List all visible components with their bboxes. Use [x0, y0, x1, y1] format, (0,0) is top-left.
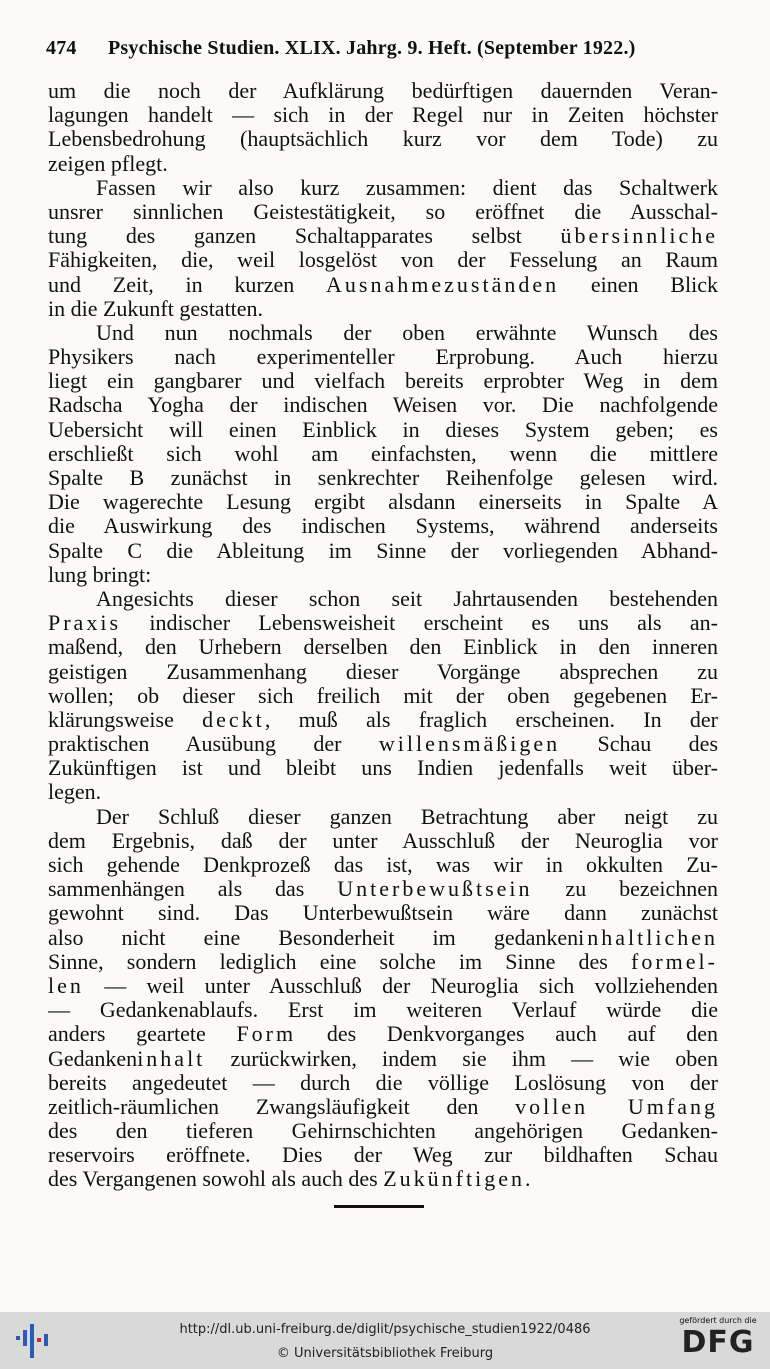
text-line — [48, 756, 718, 780]
text-line — [48, 660, 718, 684]
text-run: tung des ganzen Schaltapparates selbst — [48, 224, 561, 249]
dfg-wordmark: DFG — [681, 1325, 755, 1360]
text-run: Zukünftigen ist und bleibt uns Indien jedenfalls weit über- — [48, 756, 718, 781]
text-line — [48, 297, 718, 321]
text-run: des den tieferen Gehirnschichten angehörigen Gedanken- — [48, 1119, 718, 1144]
text-run: Gedanken — [48, 1046, 138, 1071]
text-line — [48, 587, 718, 611]
source-url[interactable]: http://dl.ub.uni-freiburg.de/diglit/psychische_studien1922/0486 — [179, 1322, 591, 1337]
text-line — [48, 1022, 718, 1046]
spaced-emphasis: formel- — [631, 949, 718, 974]
text-run: anders geartete — [48, 1022, 237, 1047]
article-body — [48, 79, 718, 1192]
text-run: Schau des — [560, 732, 718, 757]
text-line — [48, 974, 718, 998]
text-line — [48, 490, 718, 514]
text-line — [48, 514, 718, 538]
spaced-emphasis: Zukünftigen — [383, 1167, 525, 1192]
section-end-rule — [334, 1205, 424, 1208]
page-number: 474 — [46, 37, 77, 59]
text-run: Lebensbedrohung (hauptsächlich kurz vor dem Tode) zu — [48, 127, 718, 152]
text-run: um die noch der Aufklärung bedürftigen dauernden Veran- — [48, 79, 718, 103]
text-run: unsrer sinnlichen Geistestätigkeit, so eröffnet die Ausschal- — [48, 199, 718, 224]
text-run: bereits angedeutet — durch die völlige Loslösung von der — [48, 1070, 718, 1095]
text-run: zu bezeichnen — [532, 877, 718, 902]
text-run: zeigen pflegt. — [48, 151, 168, 176]
text-line — [48, 732, 718, 756]
text-run: gewohnt sind. Das Unterbewußtsein wäre dann zunächst — [48, 901, 718, 926]
dfg-tagline: gefördert durch die — [679, 1316, 757, 1325]
text-run: Uebersicht will einen Einblick in dieses System geben; es — [48, 417, 718, 442]
spaced-emphasis: Unterbewußtsein — [337, 877, 533, 902]
text-run: praktischen Ausübung der — [48, 732, 379, 757]
text-line — [48, 853, 718, 877]
text-line — [48, 1119, 718, 1143]
text-run: wollen; ob dieser sich freilich mit der oben gegebenen Er- — [48, 683, 718, 708]
text-run: dem Ergebnis, daß der unter Ausschluß der Neuroglia vor — [48, 828, 718, 853]
text-run: und Zeit, in kurzen — [48, 272, 327, 297]
text-run: Spalte C die Ableitung im Sinne der vorliegenden Abhand- — [48, 538, 718, 563]
text-run: Angesichts dieser schon seit Jahrtausenden bestehenden — [96, 586, 718, 611]
spaced-emphasis: Form — [236, 1022, 297, 1047]
running-header — [46, 37, 714, 65]
text-line — [48, 1095, 718, 1119]
text-line — [48, 1143, 718, 1167]
text-line — [48, 708, 718, 732]
text-run: , muß als fraglich erscheinen. In der — [264, 707, 718, 732]
text-line — [48, 393, 718, 417]
text-line — [48, 273, 718, 297]
text-run: reservoirs eröffnete. Dies der Weg zur bildhaften Schau — [48, 1143, 718, 1168]
text-line — [48, 805, 718, 829]
running-title: Psychische Studien. XLIX. Jahrg. 9. Heft. (September 1922.) — [108, 37, 636, 59]
text-line — [48, 369, 718, 393]
text-line — [48, 684, 718, 708]
text-line — [48, 998, 718, 1022]
spaced-emphasis: inhaltlichen — [578, 925, 718, 950]
text-run: — Gedankenablaufs. Erst im weiteren Verlauf würde die — [48, 998, 718, 1023]
text-run: zeitlich-räumlichen Zwangsläufigkeit den — [48, 1094, 516, 1119]
spaced-emphasis: übersinnliche — [560, 224, 718, 249]
text-run: Und nun nochmals der oben erwähnte Wunsch des — [96, 320, 718, 345]
text-line — [48, 1047, 718, 1071]
spaced-emphasis: deckt — [202, 707, 265, 732]
text-run: lung bringt: — [48, 562, 152, 587]
text-line — [48, 1071, 718, 1095]
text-line — [48, 1167, 718, 1191]
text-line — [48, 539, 718, 563]
text-line — [48, 152, 718, 176]
spaced-emphasis: willensmäßigen — [378, 732, 561, 757]
text-line — [48, 103, 718, 127]
text-run: Sinne, sondern lediglich eine solche im Sinne des — [48, 949, 632, 974]
copyright-notice: © Universitätsbibliothek Freiburg — [276, 1346, 494, 1361]
text-run: Spalte B zunächst in senkrechter Reihenfolge gelesen wird. — [48, 466, 718, 490]
text-run: Die wagerechte Lesung ergibt alsdann einerseits in Spalte A — [48, 490, 718, 515]
spaced-emphasis: vollen Umfang — [515, 1094, 718, 1119]
text-run: Physikers nach experimenteller Erprobung. Auch hierzu — [48, 345, 718, 370]
text-line — [48, 442, 718, 466]
spaced-emphasis: Ausnahmezuständen — [326, 272, 560, 297]
text-line — [48, 563, 718, 587]
text-line — [48, 466, 718, 490]
text-run: maßend, den Urhebern derselben den Einblick in den inneren — [48, 635, 718, 660]
text-line — [48, 901, 718, 925]
text-run: zurückwirken, indem sie ihm — wie oben — [205, 1046, 718, 1071]
text-run: geistigen Zusammenhang dieser Vorgänge absprechen zu — [48, 659, 718, 684]
dfg-logo — [676, 1316, 760, 1366]
text-run: des Denkvorganges auch auf den — [296, 1022, 718, 1047]
text-run: also nicht eine Besonderheit im gedanken — [48, 925, 579, 950]
text-line — [48, 224, 718, 248]
text-run: sammenhängen als das — [48, 877, 338, 902]
spaced-emphasis: len — [48, 973, 84, 998]
text-run: — weil unter Ausschluß der Neuroglia sich vollziehenden — [83, 973, 718, 998]
text-line — [48, 345, 718, 369]
text-line — [48, 780, 718, 804]
text-line — [48, 950, 718, 974]
text-line — [48, 200, 718, 224]
text-line — [48, 926, 718, 950]
text-line — [48, 611, 718, 635]
text-line — [48, 635, 718, 659]
text-line — [48, 127, 718, 151]
text-run: indischer Lebensweisheit erscheint es uns als an- — [121, 611, 718, 636]
text-run: lagungen handelt — sich in der Regel nur in Zeiten höchster — [48, 103, 718, 128]
text-run: klärungsweise — [48, 707, 203, 732]
text-run: legen. — [48, 780, 102, 805]
text-run: einen Blick — [559, 272, 718, 297]
text-line — [48, 79, 718, 103]
text-line — [48, 176, 718, 200]
text-run: liegt ein gangbarer und vielfach bereits erprobter Weg in dem — [48, 369, 718, 394]
text-run: sich gehende Denkprozeß das ist, was wir in okkulten Zu- — [48, 853, 718, 877]
text-line — [48, 321, 718, 345]
library-footer — [0, 1312, 770, 1369]
text-run: Fassen wir also kurz zusammen: dient das Schaltwerk — [96, 175, 718, 200]
text-run: Radscha Yogha der indischen Weisen vor. Die nachfolgende — [48, 393, 718, 418]
spaced-emphasis: inhalt — [137, 1046, 206, 1071]
text-run: Fähigkeiten, die, weil losgelöst von der Fesselung an Raum — [48, 248, 718, 273]
text-run: die Auswirkung des indischen Systems, während anderseits — [48, 514, 718, 539]
text-run: in die Zukunft gestatten. — [48, 296, 264, 321]
text-line — [48, 248, 718, 272]
text-run: Der Schluß dieser ganzen Betrachtung aber neigt zu — [96, 804, 718, 829]
text-line — [48, 877, 718, 901]
spaced-emphasis: Praxis — [48, 611, 121, 636]
text-run: des Vergangenen sowohl als auch des — [48, 1167, 384, 1192]
text-line — [48, 829, 718, 853]
text-run: erschließt sich wohl am einfachsten, wenn die mittlere — [48, 441, 718, 466]
text-line — [48, 418, 718, 442]
text-run: . — [525, 1167, 531, 1192]
